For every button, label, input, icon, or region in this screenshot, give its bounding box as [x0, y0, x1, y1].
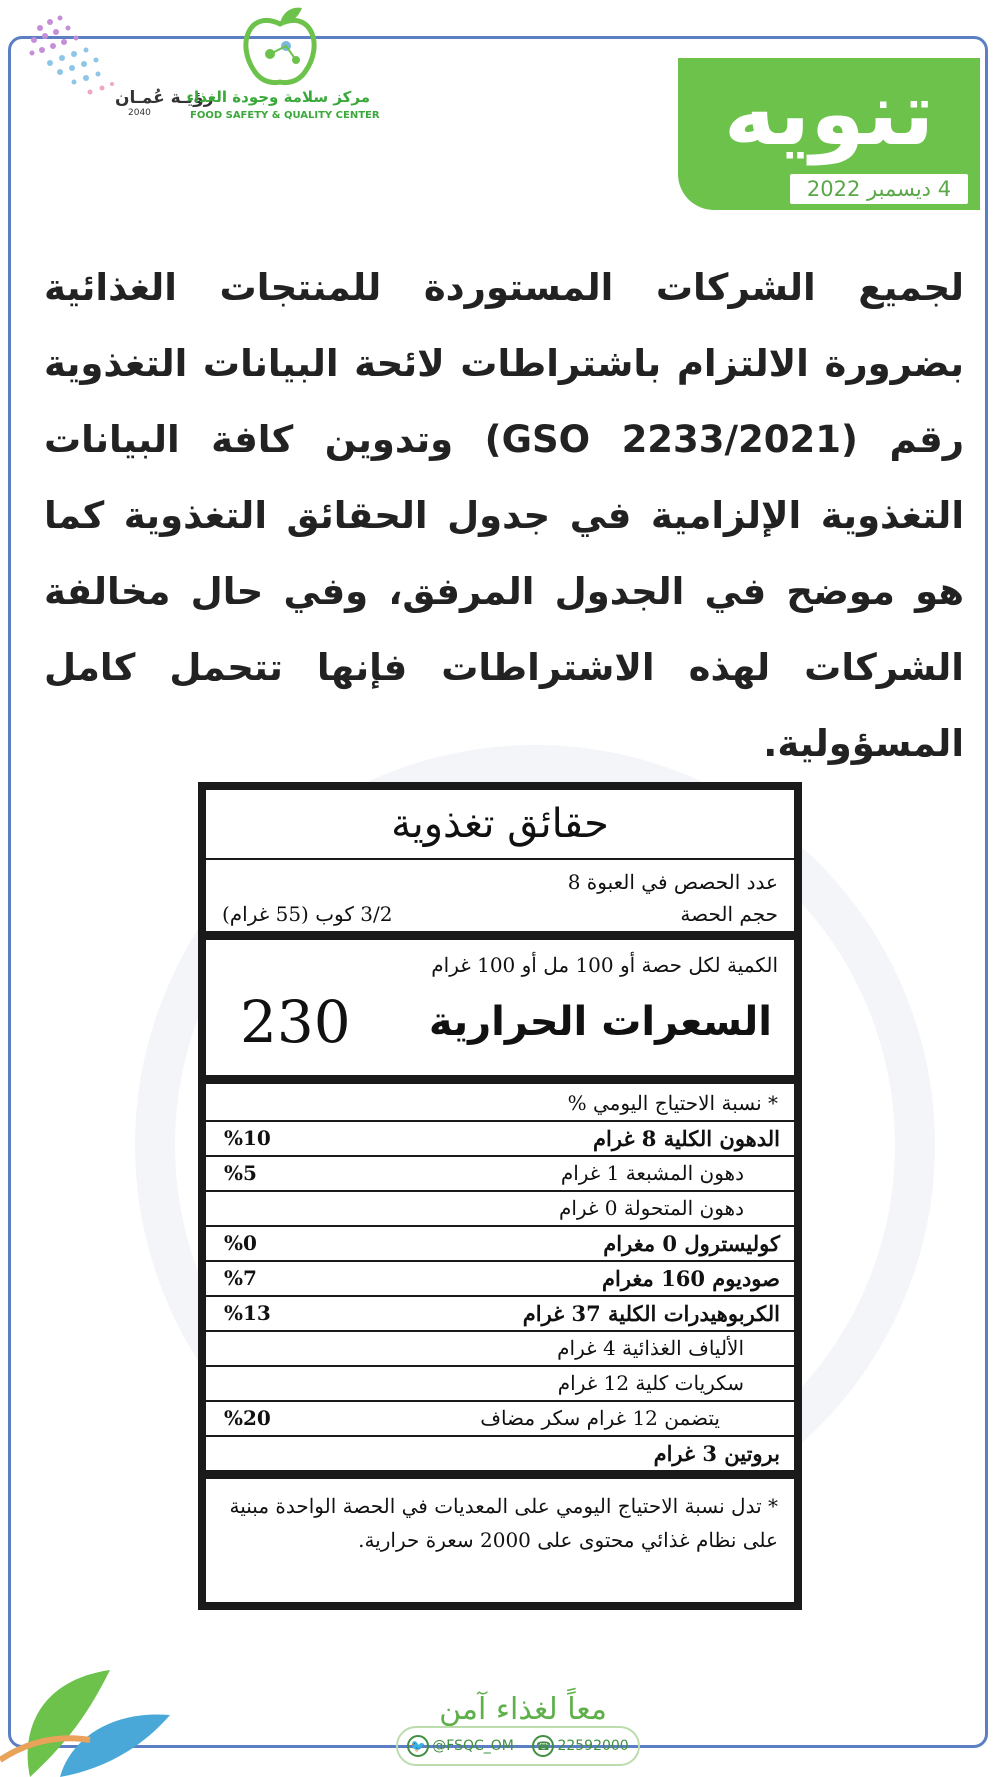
apple-leaf-icon: [230, 4, 330, 90]
nutrient-label: الألياف الغذائية 4 غرام: [557, 1336, 744, 1360]
phone-contact[interactable]: [532, 1735, 628, 1757]
serving-size-value: 3/2 كوب (55 غرام): [222, 902, 393, 926]
nutrient-label: صوديوم 160 مغرام: [601, 1266, 780, 1291]
badge-title: تنويه: [723, 62, 935, 165]
oman-vision-logo: [20, 8, 214, 118]
nutrient-row-saturated-fat: [206, 1157, 794, 1192]
nutrient-label: دهون المتحولة 0 غرام: [558, 1196, 744, 1220]
daily-value-header: * نسبة الاحتياج اليومي %: [206, 1084, 794, 1122]
nutrient-label: بروتين 3 غرام: [653, 1441, 780, 1466]
twitter-icon: 🐦: [407, 1735, 429, 1757]
calories-section: [206, 940, 794, 1084]
nutrient-row-added-sugars: [206, 1402, 794, 1437]
slogan: معاً لغذاء آمن: [439, 1692, 607, 1727]
twitter-handle: @FSQC_OM: [432, 1738, 514, 1754]
servings-per-container: عدد الحصص في العبوة 8: [567, 870, 778, 894]
center-name-en: FOOD SAFETY & QUALITY CENTER: [190, 110, 380, 121]
nutrient-label: الدهون الكلية 8 غرام: [593, 1126, 780, 1151]
nutrient-percent: %0: [224, 1231, 257, 1255]
twitter-contact[interactable]: [407, 1735, 514, 1757]
notice-paragraph: لجميع الشركات المستوردة للمنتجات الغذائية بضرورة الالتزام باشتراطات لائحة البيانات التغذوية رقم (GSO 2233/2021) وتدوين كافة البيانات التغذوية الإلزامية في جدول الحقائق التغذوية كما هو موضح في الجدول المرفق، وفي حال مخالفة الشركات لهذه الاشتراطات فإنها تتحمل كامل المسؤولية.: [44, 266, 964, 765]
nutrient-percent: %5: [224, 1161, 257, 1185]
facts-title: حقائق تغذوية: [206, 790, 794, 860]
amount-note: الكمية لكل حصة أو 100 مل أو 100 غرام: [431, 953, 778, 977]
nutrient-percent: %10: [224, 1126, 271, 1150]
calories-label: السعرات الحرارية: [428, 999, 772, 1045]
nutrient-row-protein: [206, 1437, 794, 1479]
badge-date: 4 ديسمبر 2022: [790, 174, 968, 204]
nutrient-row-dietary-fiber: [206, 1332, 794, 1367]
phone-icon: ☎: [532, 1735, 554, 1757]
fsqc-logo: [186, 4, 380, 124]
nutrition-facts-table: [198, 782, 802, 1610]
serving-info: [206, 860, 794, 940]
vision-text: رؤيـة عُمـان: [115, 88, 214, 108]
nutrient-row-sodium: [206, 1262, 794, 1297]
leaf-decoration-icon: [0, 1640, 200, 1777]
nutrient-label: يتضمن 12 غرام سكر مضاف: [480, 1406, 720, 1430]
nutrient-percent: %20: [224, 1406, 271, 1430]
facts-footnote: * تدل نسبة الاحتياج اليومي على المعديات في الحصة الواحدة مبنية على نظام غذائي محتوى على 2000 سعرة حرارية.: [229, 1494, 778, 1552]
nutrient-percent: %13: [224, 1301, 271, 1325]
nutrient-label: سكريات كلية 12 غرام: [557, 1371, 744, 1395]
nutrient-row-trans-fat: [206, 1192, 794, 1227]
vision-dots-icon: [20, 8, 130, 108]
nutrient-label: دهون المشبعة 1 غرام: [560, 1161, 744, 1185]
contact-bar: [396, 1726, 640, 1766]
nutrient-row-total-sugars: [206, 1367, 794, 1402]
calories-value: 230: [240, 988, 351, 1056]
serving-size-label: حجم الحصة: [680, 902, 778, 926]
notice-badge: [678, 58, 980, 210]
nutrient-row-cholesterol: [206, 1227, 794, 1262]
nutrient-row-total-fat: [206, 1122, 794, 1157]
nutrient-label: الكربوهيدرات الكلية 37 غرام: [522, 1301, 780, 1326]
nutrient-label: كوليسترول 0 مغرام: [603, 1231, 780, 1256]
phone-number: 22592000: [557, 1738, 629, 1754]
center-name-ar: مركز سلامة وجودة الغذاء: [186, 88, 370, 106]
vision-year: 2040: [128, 108, 151, 118]
nutrient-row-total-carbohydrate: [206, 1297, 794, 1332]
nutrient-percent: %7: [224, 1266, 257, 1290]
